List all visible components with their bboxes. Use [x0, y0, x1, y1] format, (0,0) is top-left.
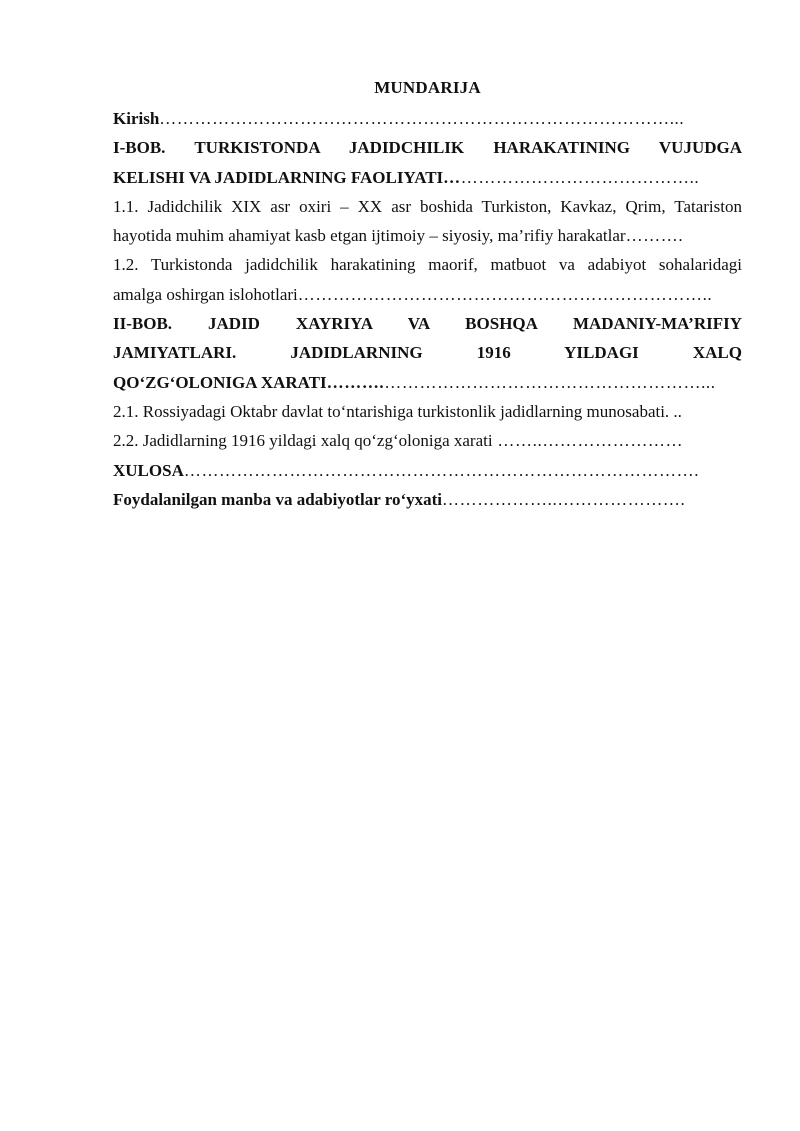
toc-entry-kirish[interactable] [113, 104, 742, 133]
toc-entry-section-2-1[interactable] [113, 397, 742, 426]
toc-leader-dots: … [443, 167, 461, 187]
table-of-contents [113, 74, 742, 514]
toc-title: MUNDARIJA [374, 78, 481, 97]
toc-entry-label: JAMIYATLARI. JADIDLARNING 1916 YILDAGI XALQ [113, 343, 742, 363]
toc-entry-section-2-2[interactable] [113, 426, 742, 455]
toc-entry-section-1-1[interactable] [113, 192, 742, 251]
toc-entry-chapter-1[interactable] [113, 133, 742, 192]
toc-entry-chapter-2[interactable] [113, 309, 742, 397]
toc-entry-label: 2.1. Rossiyadagi Oktabr davlat to‘ntarishiga turkistonlik jadidlarning munosabati. .. [113, 401, 682, 421]
toc-entry-label: amalga oshirgan islohotlari [113, 284, 298, 304]
toc-leader-dots: …………………………………………………………….. [297, 284, 713, 304]
toc-entry-xulosa[interactable] [113, 456, 742, 485]
toc-leader-dots: ………………..…………………. [442, 489, 686, 509]
toc-entry-label: 1.1. Jadidchilik XIX asr oxiri – XX asr boshida Turkiston, Kavkaz, Qrim, Tatariston [113, 196, 742, 216]
toc-leader-dots: ………………………………….. [460, 167, 700, 187]
toc-entry-label: KELISHI VA JADIDLARNING FAOLIYATI [113, 167, 444, 187]
toc-leader-dots: ………. [625, 226, 684, 246]
toc-entry-label: II-BOB. JADID XAYRIYA VA BOSHQA MADANIY-MA’RIFIY [113, 314, 742, 334]
toc-entry-label: Foydalanilgan manba va adabiyotlar ro‘yxati [113, 489, 443, 509]
toc-leader-dots: ……..…………………… [492, 431, 684, 451]
toc-entry-label: hayotida muhim ahamiyat kasb etgan ijtimoiy – siyosiy, ma’rifiy harakatlar [113, 226, 626, 246]
toc-entry-label: Kirish [113, 109, 160, 128]
toc-leader-dots: ……………………………………………………………………………. [183, 460, 700, 480]
toc-entry-bibliography[interactable] [113, 485, 742, 514]
toc-entry-section-1-2[interactable] [113, 250, 742, 309]
toc-entry-label: 1.2. Turkistonda jadidchilik harakatining maorif, matbuot va adabiyot sohalaridagi [113, 255, 742, 275]
toc-leader-dots: ………. [326, 372, 385, 392]
toc-entry-label: I-BOB. TURKISTONDA JADIDCHILIK HARAKATINING VUJUDGA [113, 138, 742, 158]
toc-entry-label: 2.2. Jadidlarning 1916 yildagi xalq qo‘zg‘oloniga xarati [113, 431, 493, 451]
toc-leader-dots: ………………………………………………... [384, 372, 716, 392]
toc-entry-label: QO‘ZG‘OLONIGA XARATI [113, 372, 327, 392]
toc-leader-dots: ……………………………………………………………………………... [159, 109, 685, 128]
toc-entry-label: XULOSA [113, 460, 184, 480]
